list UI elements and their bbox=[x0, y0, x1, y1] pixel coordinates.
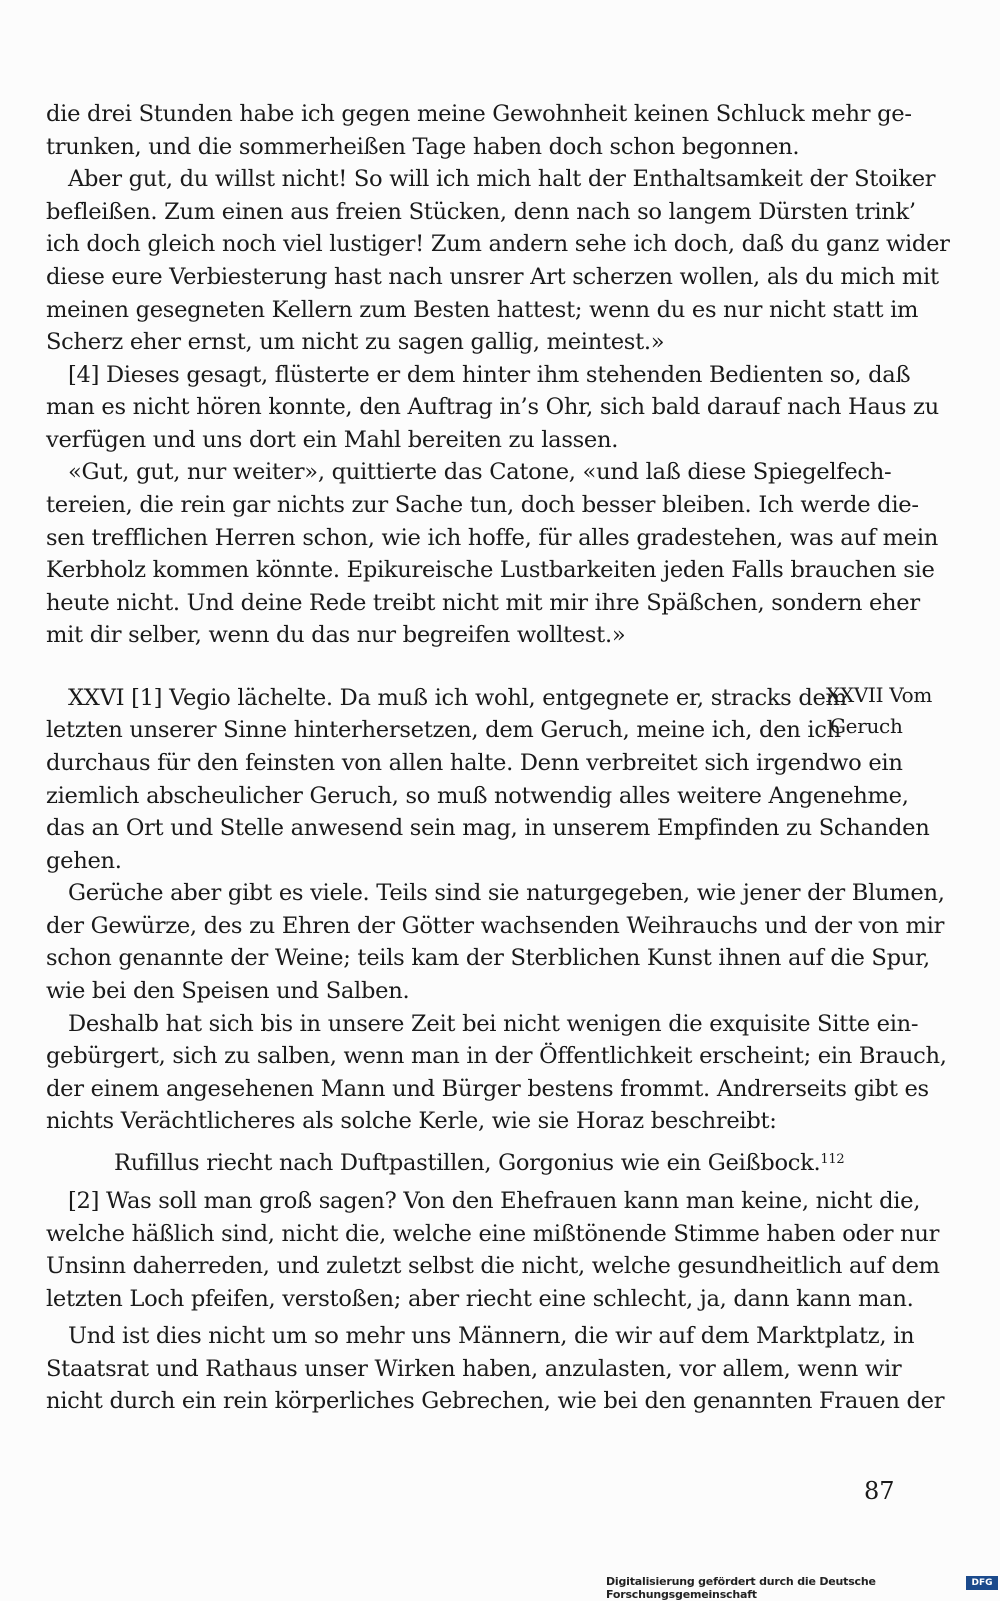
text-line: wie bei den Speisen und Salben. bbox=[46, 978, 410, 1004]
text-line: der Gewürze, des zu Ehren der Götter wachsenden Weihrauchs und der von mir bbox=[46, 913, 945, 939]
text-line: verfügen und uns dort ein Mahl bereiten zu lassen. bbox=[46, 427, 619, 453]
text-line: Kerbholz kommen könnte. Epikureische Lustbarkeiten jeden Falls brauchen sie bbox=[46, 557, 935, 583]
text-line: Aber gut, du willst nicht! So will ich mich halt der Enthaltsamkeit der Stoiker bbox=[68, 166, 936, 192]
text-line: meinen gesegneten Kellern zum Besten hattest; wenn du es nur nicht statt im bbox=[46, 297, 919, 323]
text-line: man es nicht hören konnte, den Auftrag in’s Ohr, sich bald darauf nach Haus zu bbox=[46, 394, 939, 420]
text-line: ziemlich abscheulicher Geruch, so muß notwendig alles weitere Angenehme, bbox=[46, 783, 909, 809]
margin-note-title: Geruch bbox=[830, 714, 903, 738]
text-line: [2] Was soll man groß sagen? Von den Ehefrauen kann man keine, nicht die, bbox=[68, 1188, 921, 1214]
margin-note-chapter: XXVII Vom bbox=[826, 683, 932, 707]
text-line: letzten Loch pfeifen, verstoßen; aber riecht eine schlecht, ja, dann kann man. bbox=[46, 1286, 914, 1312]
text-line: das an Ort und Stelle anwesend sein mag, in unserem Empfinden zu Schanden bbox=[46, 815, 930, 841]
text-line: tereien, die rein gar nichts zur Sache tun, doch besser bleiben. Ich werde die- bbox=[46, 492, 919, 518]
page-number: 87 bbox=[864, 1477, 895, 1505]
text-line: durchaus für den feinsten von allen halte. Denn verbreitet sich irgendwo ein bbox=[46, 750, 903, 776]
verse-quote bbox=[114, 1143, 844, 1180]
text-line: mit dir selber, wenn du das nur begreifen wolltest.» bbox=[46, 622, 626, 648]
text-line: nichts Verächtlicheres als solche Kerle, wie sie Horaz beschreibt: bbox=[46, 1108, 777, 1134]
text-line: sen trefflichen Herren schon, wie ich hoffe, für alles gradestehen, was auf mein bbox=[46, 525, 939, 551]
text-line: der einem angesehenen Mann und Bürger bestens frommt. Andrerseits gibt es bbox=[46, 1076, 929, 1102]
text-line: schon genannte der Weine; teils kam der Sterblichen Kunst ihnen auf die Spur, bbox=[46, 945, 930, 971]
text-line: befleißen. Zum einen aus freien Stücken, denn nach so langem Dürsten trink’ bbox=[46, 199, 916, 225]
text-line: ich doch gleich noch viel lustiger! Zum andern sehe ich doch, daß du ganz wider bbox=[46, 231, 950, 257]
text-line: gebürgert, sich zu salben, wenn man in der Öffentlichkeit erscheint; ein Brauch, bbox=[46, 1043, 947, 1069]
text-line: heute nicht. Und deine Rede treibt nicht mit mir ihre Späßchen, sondern eher bbox=[46, 590, 920, 616]
dfg-logo: DFG bbox=[966, 1576, 998, 1590]
text-line: Scherz eher ernst, um nicht zu sagen gallig, meintest.» bbox=[46, 329, 665, 355]
text-line: welche häßlich sind, nicht die, welche eine mißtönende Stimme haben oder nur bbox=[46, 1221, 940, 1247]
text-line: Gerüche aber gibt es viele. Teils sind sie naturgegeben, wie jener der Blumen, bbox=[68, 880, 945, 906]
text-line: gehen. bbox=[46, 848, 122, 874]
footnote-marker: 112 bbox=[820, 1152, 845, 1167]
text-line: trunken, und die sommerheißen Tage haben doch schon begonnen. bbox=[46, 134, 800, 160]
text-line: diese eure Verbiesterung hast nach unsrer Art scherzen wollen, als du mich mit bbox=[46, 264, 939, 290]
text-line: die drei Stunden habe ich gegen meine Gewohnheit keinen Schluck mehr ge- bbox=[46, 101, 912, 127]
text-line: Staatsrat und Rathaus unser Wirken haben, anzulasten, vor allem, wenn wir bbox=[46, 1356, 902, 1382]
text-line: Unsinn daherreden, und zuletzt selbst die nicht, welche gesundheitlich auf dem bbox=[46, 1253, 940, 1279]
text-line: [4] Dieses gesagt, flüsterte er dem hinter ihm stehenden Bedienten so, daß bbox=[68, 362, 911, 388]
quote-text: Rufillus riecht nach Duftpastillen, Gorgonius wie ein Geißbock. bbox=[114, 1150, 821, 1176]
text-line: Und ist dies nicht um so mehr uns Männern, die wir auf dem Marktplatz, in bbox=[68, 1323, 915, 1349]
text-line: letzten unserer Sinne hinterhersetzen, dem Geruch, meine ich, den ich bbox=[46, 717, 841, 743]
text-line: nicht durch ein rein körperliches Gebrechen, wie bei den genannten Frauen der bbox=[46, 1388, 945, 1414]
text-line: «Gut, gut, nur weiter», quittierte das Catone, «und laß diese Spiegelfech- bbox=[68, 459, 892, 485]
text-line: XXVI [1] Vegio lächelte. Da muß ich wohl, entgegnete er, stracks dem bbox=[68, 685, 847, 711]
footer-credit: Digitalisierung gefördert durch die Deutsche Forschungsgemeinschaft bbox=[606, 1575, 876, 1601]
text-line: Deshalb hat sich bis in unsere Zeit bei nicht wenigen die exquisite Sitte ein- bbox=[68, 1011, 919, 1037]
